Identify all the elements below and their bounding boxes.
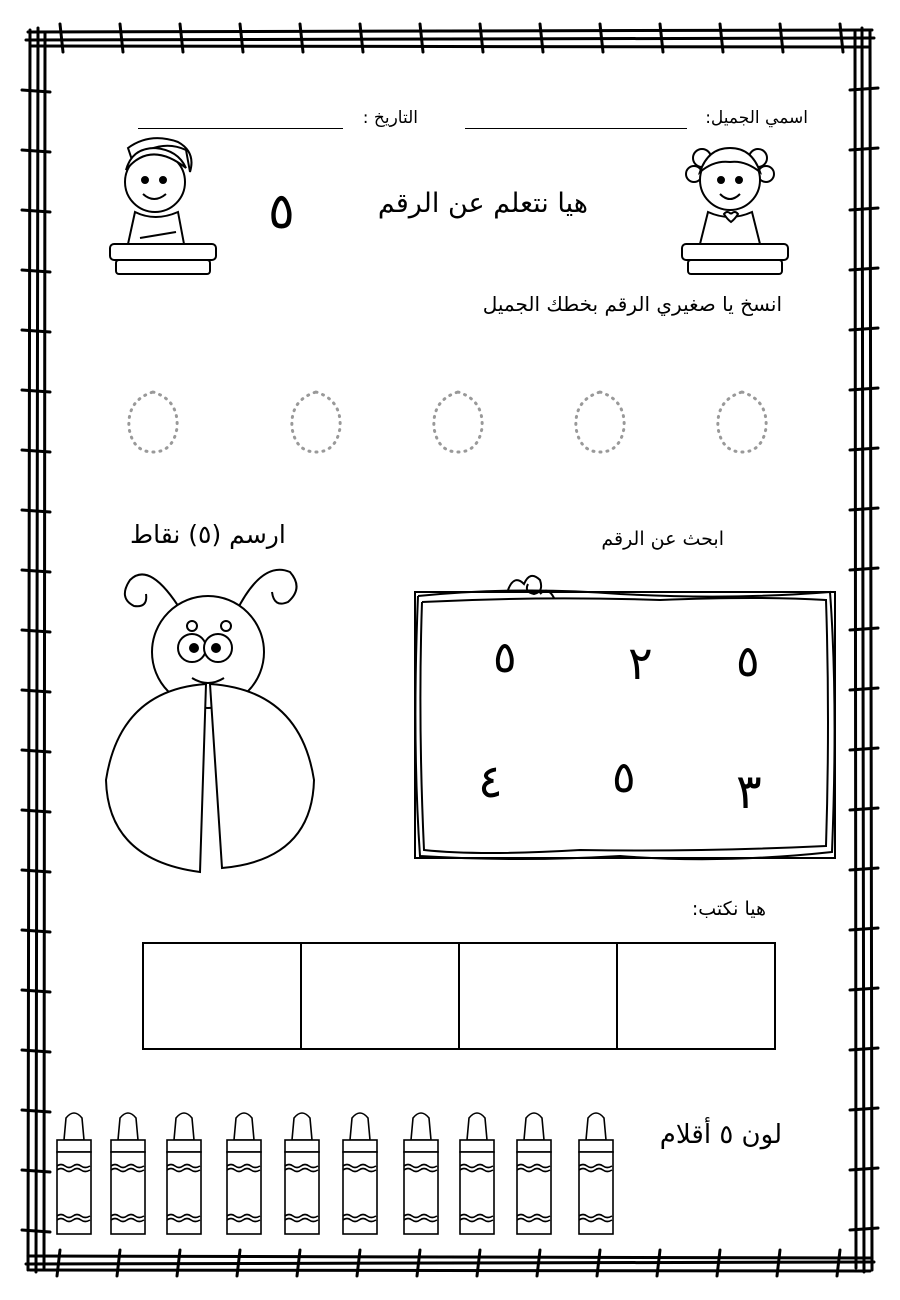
copy-instruction: انسخ يا صغيري الرقم بخطك الجميل (482, 292, 782, 316)
date-label: التاريخ : (362, 108, 418, 128)
crayon-icon[interactable] (343, 1113, 377, 1234)
search-digit-3[interactable]: ٥ (736, 636, 760, 687)
crayon-icon[interactable] (460, 1113, 494, 1234)
draw-dots-label: ارسم (٥) نقاط (130, 520, 286, 549)
crayon-icon[interactable] (111, 1113, 145, 1234)
search-digit-2[interactable]: ٢ (628, 636, 653, 690)
crayon-icon[interactable] (227, 1113, 261, 1234)
title-digit: ٥ (268, 182, 295, 240)
page-title: هيا نتعلم عن الرقم (377, 188, 588, 219)
crayon-icon[interactable] (285, 1113, 319, 1234)
search-number-label: ابحث عن الرقم (601, 528, 724, 550)
search-digit-6[interactable]: ٣ (736, 764, 762, 820)
color-pencils-label: لون ٥ أقلام (659, 1120, 782, 1150)
search-digit-1[interactable]: ٥ (493, 632, 517, 683)
search-digit-4[interactable]: ٤ (478, 754, 503, 808)
crayon-icon[interactable] (579, 1113, 613, 1234)
search-digit-5[interactable]: ٥ (612, 752, 636, 803)
crayon-icon[interactable] (57, 1113, 91, 1234)
crayon-icon[interactable] (517, 1113, 551, 1234)
crayon-icon[interactable] (167, 1113, 201, 1234)
crayon-icon[interactable] (404, 1113, 438, 1234)
name-label: اسمي الجميل: (705, 108, 808, 128)
lets-write-label: هيا نكتب: (691, 898, 766, 920)
